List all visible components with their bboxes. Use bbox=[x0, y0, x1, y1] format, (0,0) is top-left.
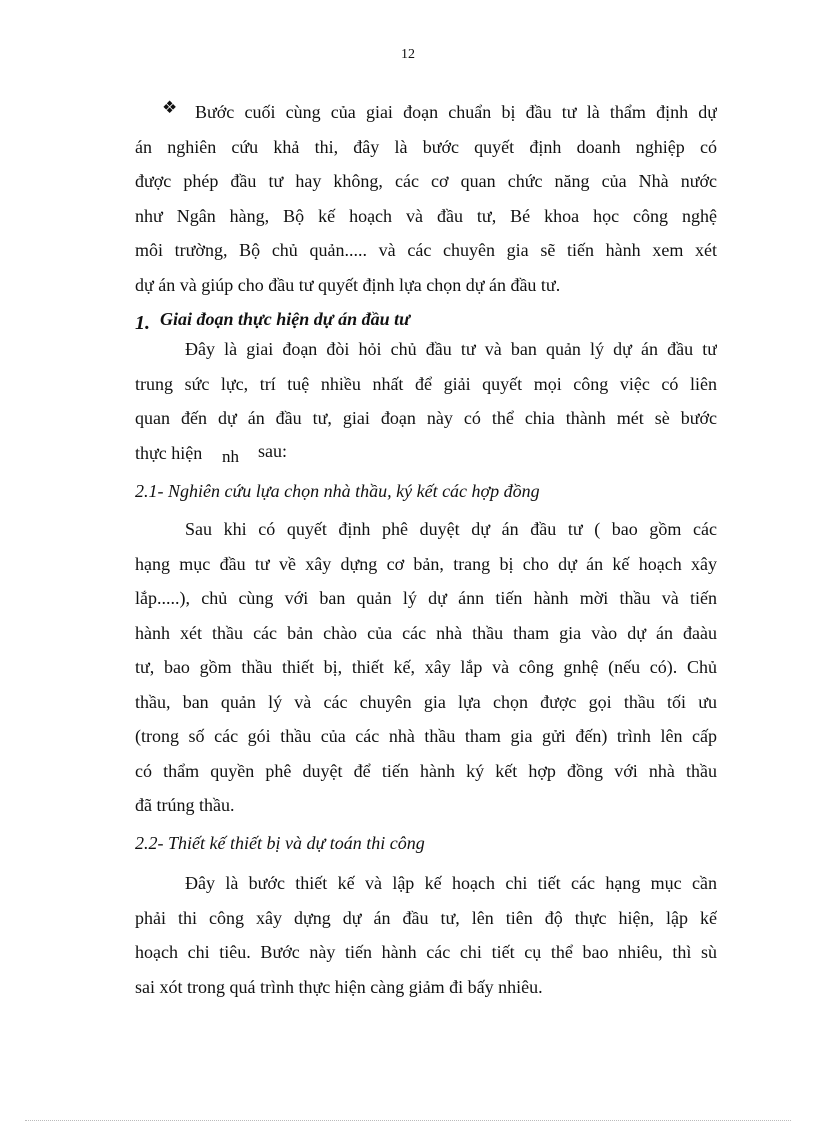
paragraph-line: hoạch chi tiêu. Bước này tiến hành các chi tiết cụ thể bao nhiêu, thì sù bbox=[135, 942, 717, 962]
paragraph-line: sai xót trong quá trình thực hiện càng giảm đi bấy nhiêu. bbox=[135, 976, 543, 997]
paragraph-line: Đây là giai đoạn đòi hỏi chủ đầu tư và ban quản lý dự án đầu tư bbox=[185, 339, 717, 359]
page-number: 12 bbox=[401, 47, 415, 62]
intro-line: Bước cuối cùng của giai đoạn chuẩn bị đầu tư là thẩm định dự bbox=[195, 102, 717, 122]
heading-1-number: 1. bbox=[135, 312, 150, 334]
intro-line: án nghiên cứu khả thi, đây là bước quyết định doanh nghiệp có bbox=[135, 136, 717, 157]
paragraph-line: lắp.....), chủ cùng với ban quản lý dự ánn tiến hành mời thầu và tiến bbox=[135, 588, 717, 608]
paragraph-line: Đây là bước thiết kế và lập kế hoạch chi tiết các hạng mục cần bbox=[185, 873, 717, 893]
paragraph-line: trung sức lực, trí tuệ nhiều nhất để giải quyết mọi công việc có liên bbox=[135, 373, 717, 394]
paragraph-1-tail: sau: bbox=[258, 441, 287, 461]
heading-1-title: Giai đoạn thực hiện dự án đầu tư bbox=[160, 309, 410, 329]
paragraph-line: quan đến dự án đầu tư, giai đoạn này có thể chia thành mét sè bước bbox=[135, 408, 717, 428]
bottom-dotted-rule bbox=[25, 1120, 791, 1121]
intro-line: dự án và giúp cho đầu tư quyết định lựa chọn dự án đầu tư. bbox=[135, 274, 561, 295]
paragraph-line: Sau khi có quyết định phê duyệt dự án đầu tư ( bao gồm các bbox=[185, 519, 717, 539]
diamond-bullet-icon: ❖ bbox=[162, 98, 178, 117]
heading-2-1: 2.1- Nghiên cứu lựa chọn nhà thầu, ký kết các hợp đồng bbox=[135, 481, 540, 501]
paragraph-2-2 bbox=[135, 866, 717, 1004]
paragraph-line: (trong số các gói thầu của các nhà thầu tham gia gửi đến) trình lên cấp bbox=[135, 726, 717, 746]
paragraph-line: hành xét thầu các bản chào của các nhà thầu tham gia vào dự án đaàu bbox=[135, 622, 717, 643]
heading-2-2: 2.2- Thiết kế thiết bị và dự toán thi công bbox=[135, 833, 425, 853]
intro-line: môi trường, Bộ chủ quản..... và các chuyên gia sẽ tiến hành xem xét bbox=[135, 240, 717, 260]
paragraph-line: có thẩm quyền phê duyệt để tiến hành ký kết hợp đồng với nhà thầu bbox=[135, 760, 717, 781]
paragraph-line: thực hiện bbox=[135, 442, 203, 463]
paragraph-line: hạng mục đầu tư về xây dựng cơ bản, trang bị cho dự án kế hoạch xây bbox=[135, 553, 717, 574]
nh-fragment: nh bbox=[222, 447, 239, 466]
paragraph-line: phải thi công xây dựng dự án đầu tư, lên tiên độ thực hiện, lập kế bbox=[135, 907, 717, 928]
paragraph-line: tư, bao gồm thầu thiết bị, thiết kế, xây lắp và công gnhệ (nếu có). Chủ bbox=[135, 657, 717, 677]
intro-line: như Ngân hàng, Bộ kế hoạch và đầu tư, Bé khoa học công nghệ bbox=[135, 205, 717, 226]
intro-line: được phép đầu tư hay không, các cơ quan chức năng của Nhà nước bbox=[135, 171, 717, 191]
paragraph-line: thầu, ban quản lý và các chuyên gia lựa chọn được gọi thầu tối ưu bbox=[135, 691, 717, 712]
intro-paragraph bbox=[135, 95, 717, 302]
paragraph-line: đã trúng thầu. bbox=[135, 795, 235, 815]
paragraph-2-1 bbox=[135, 512, 717, 823]
